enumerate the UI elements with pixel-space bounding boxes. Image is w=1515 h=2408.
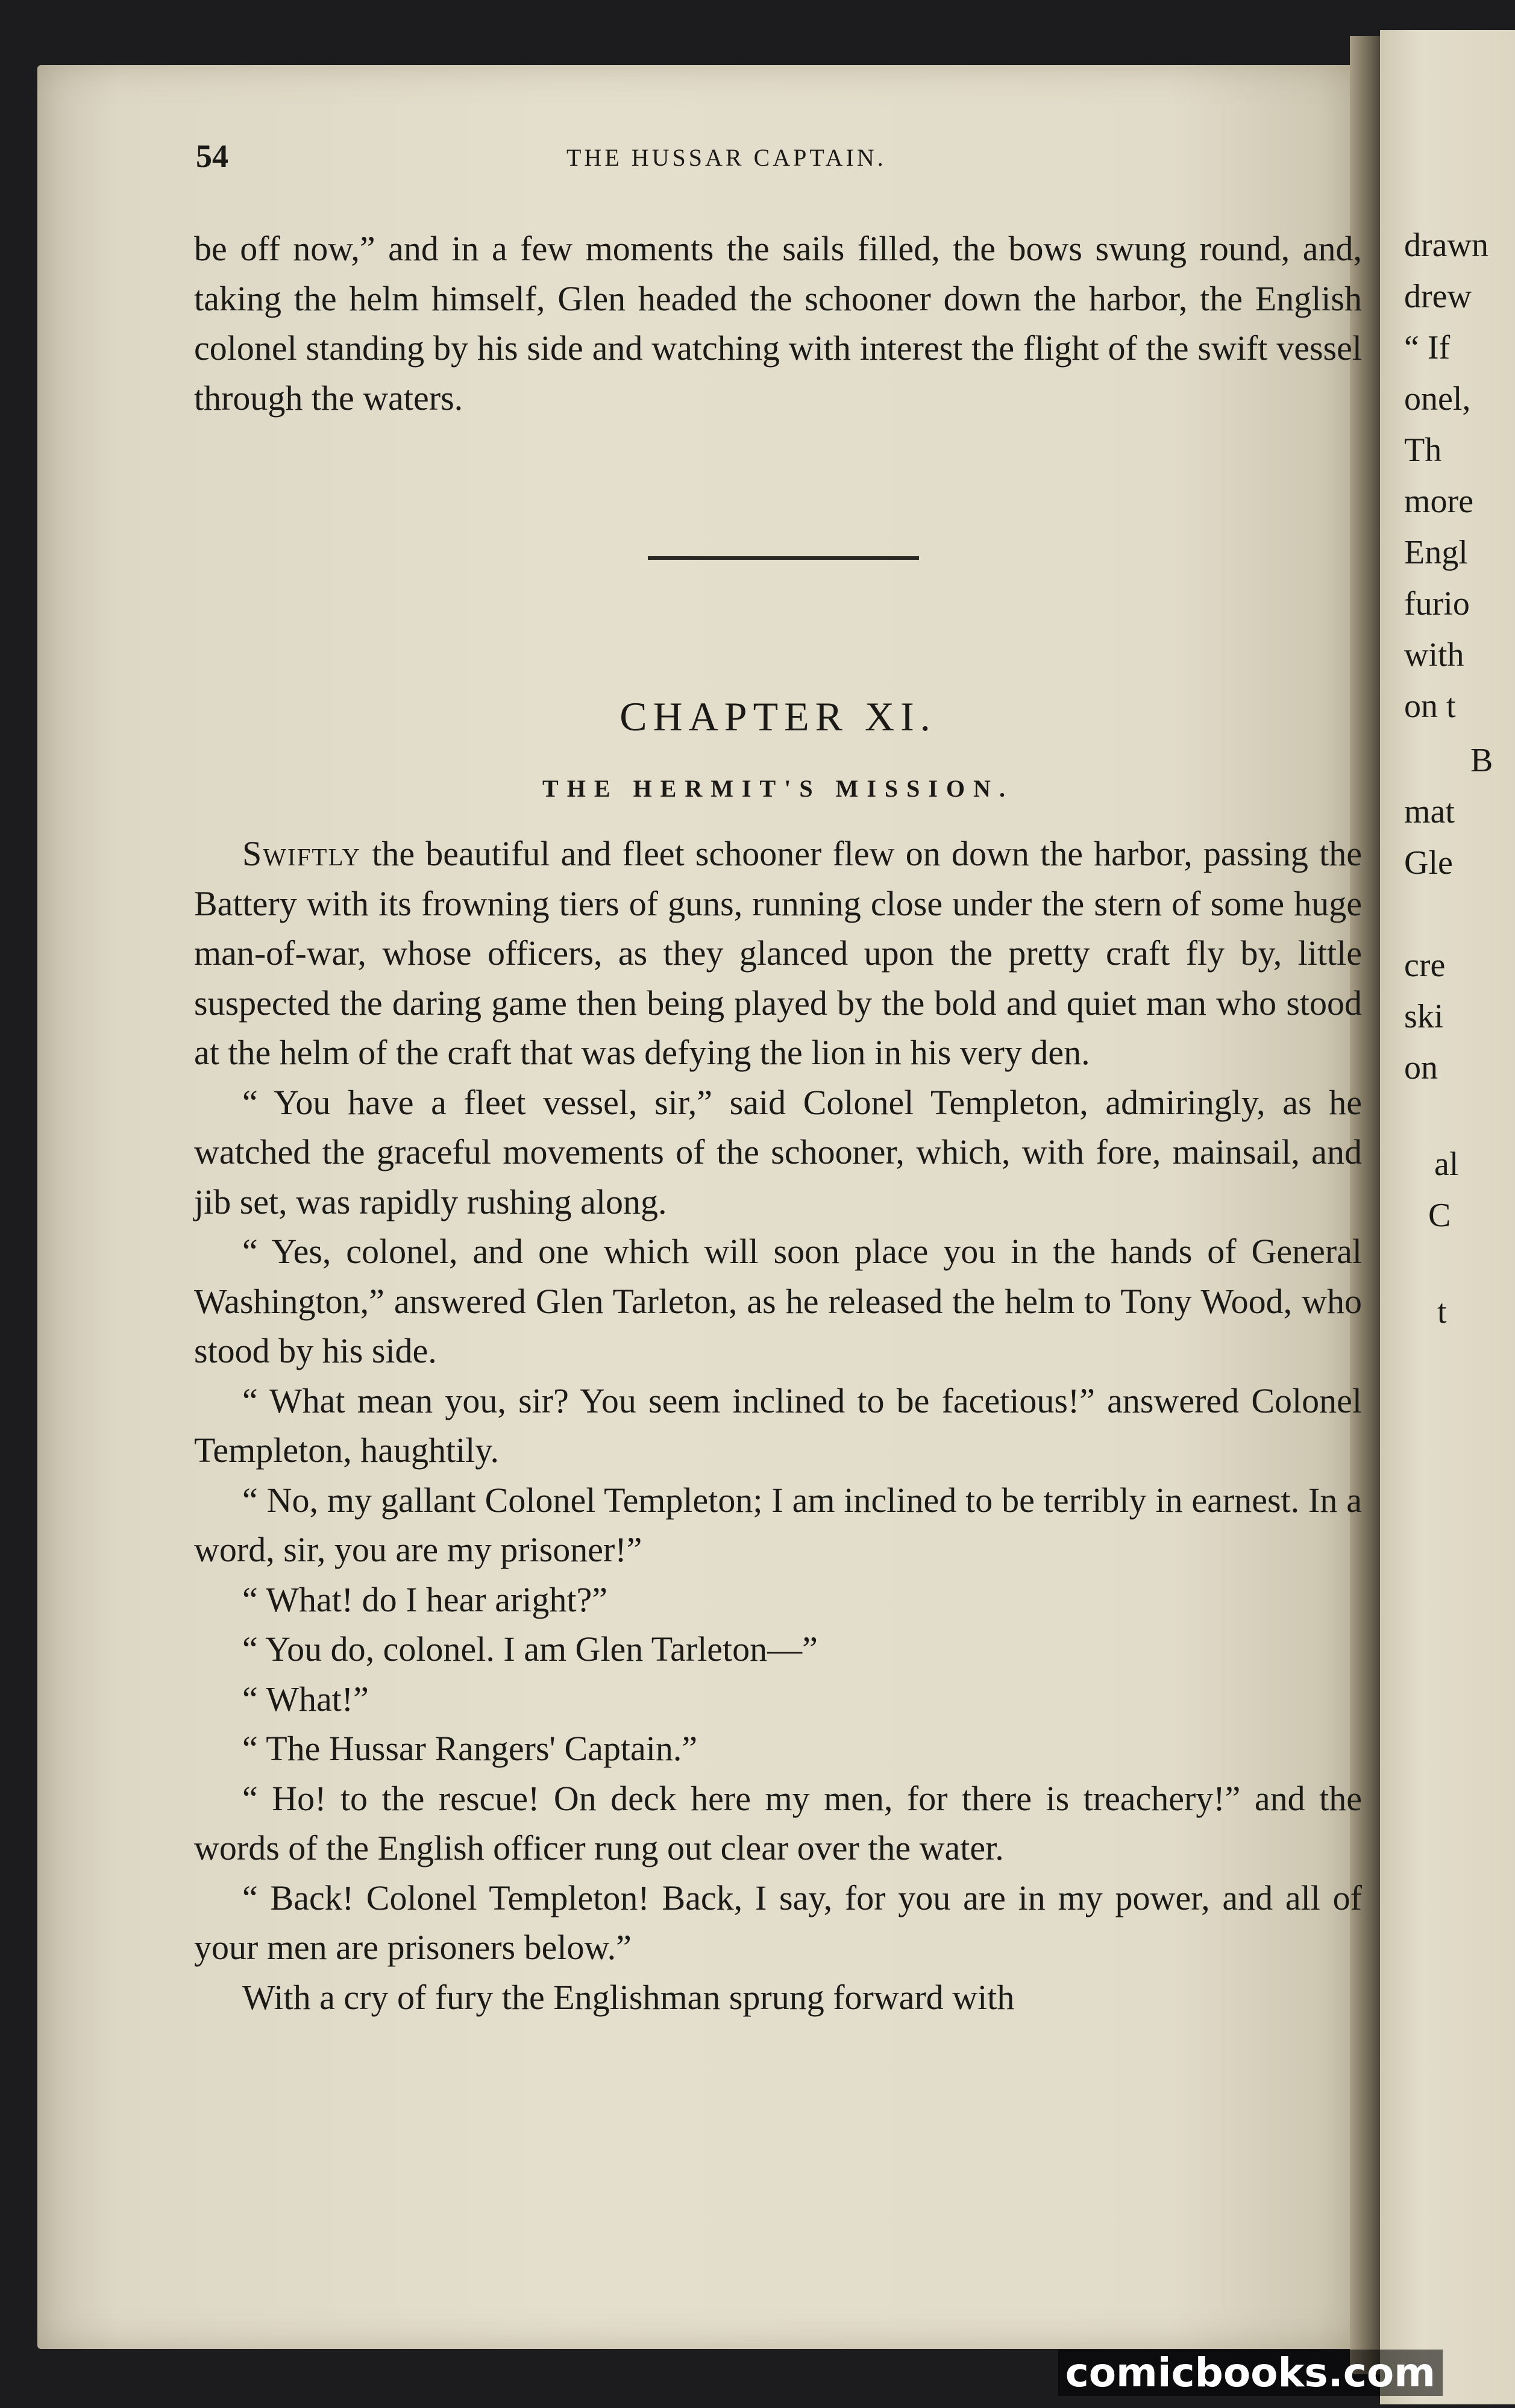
paragraph: “ What! do I hear aright?” [242, 1579, 607, 1619]
chapter-subtitle: THE HERMIT'S MISSION. [542, 775, 1014, 802]
paragraph: “ Back! Colonel Templeton! Back, I say, for you are in my power, and all of your men are prisoners below.” [194, 1878, 1362, 1967]
page-number: 54 [196, 138, 228, 174]
running-head [196, 137, 1359, 180]
right-page-line: C [1428, 1197, 1451, 1234]
right-page-line: on t [1404, 688, 1456, 725]
right-page-line: on [1404, 1049, 1438, 1086]
right-page-line: drawn [1404, 227, 1488, 264]
paragraph: be off now,” and in a few moments the sails filled, the bows swung round, and, taking the helm himself, Glen headed the schooner down the harbor, the English colonel standing by his side and watching with interest the flight of the swift vessel through the waters. [194, 229, 1362, 418]
paragraph: “ No, my gallant Colonel Templeton; I am inclined to be terribly in earnest. In a word, sir, you are my prisoner!” [194, 1480, 1362, 1569]
paragraph: “ Ho! to the rescue! On deck here my men, for there is treachery!” and the words of the English officer rung out clear over the water. [194, 1778, 1362, 1867]
paragraph: “ Yes, colonel, and one which will soon place you in the hands of General Washington,” answered Glen Tarleton, as he released the helm to Tony Wood, who stood by his side. [194, 1232, 1362, 1370]
right-page-line: cre [1404, 947, 1446, 984]
paragraph: “ What mean you, sir? You seem inclined to be facetious!” answered Colonel Templeton, haughtily. [194, 1381, 1362, 1470]
right-page-line: drew [1404, 278, 1472, 315]
right-page-line: mat [1404, 793, 1455, 830]
right-page-line: Th [1404, 431, 1442, 469]
right-page-line: more [1404, 483, 1474, 520]
chapter-body [194, 829, 1362, 2022]
right-page-line: B [1470, 742, 1493, 779]
paragraph: With a cry of fury the Englishman sprung forward with [242, 1977, 1015, 2017]
chapter-title: CHAPTER XI. [619, 694, 936, 739]
right-page-line: al [1434, 1146, 1459, 1183]
right-page-line: Engl [1404, 534, 1468, 571]
paragraph: “ You do, colonel. I am Glen Tarleton—” [242, 1629, 818, 1669]
right-page-line: Gle [1404, 844, 1453, 882]
right-page-line: “ If [1404, 329, 1451, 366]
right-page-line: ski [1404, 998, 1444, 1035]
right-page-line: furio [1404, 585, 1470, 622]
paragraph: “ What!” [242, 1679, 369, 1719]
opening-word: Swiftly [242, 834, 362, 873]
right-page-line: t [1437, 1293, 1447, 1331]
paragraph-text: the beautiful and fleet schooner flew on down the harbor, passing the Battery with its frowning tiers of guns, running close under the stern of some huge man-of-war, whose officers, as they glanced upon the pretty craft fly by, little suspected the daring game then being played by the bold and quiet man who stood at the helm of the craft that was defying the lion in his very den. [194, 834, 1362, 1072]
paragraph: “ You have a fleet vessel, sir,” said Colonel Templeton, admiringly, as he watched the graceful movements of the schooner, which, with fore, mainsail, and jib set, was rapidly rushing along. [194, 1082, 1362, 1221]
continued-paragraph [194, 224, 1362, 423]
right-page-line: with [1404, 636, 1464, 674]
watermark: comicbooks.com [1058, 2350, 1443, 2396]
running-title: THE HUSSAR CAPTAIN. [566, 144, 886, 171]
opening-paragraph [194, 829, 1362, 1078]
section-divider [648, 556, 919, 560]
right-page-line: onel, [1404, 380, 1471, 418]
paragraph: “ The Hussar Rangers' Captain.” [242, 1729, 698, 1768]
right-page-edge [1380, 30, 1515, 2404]
